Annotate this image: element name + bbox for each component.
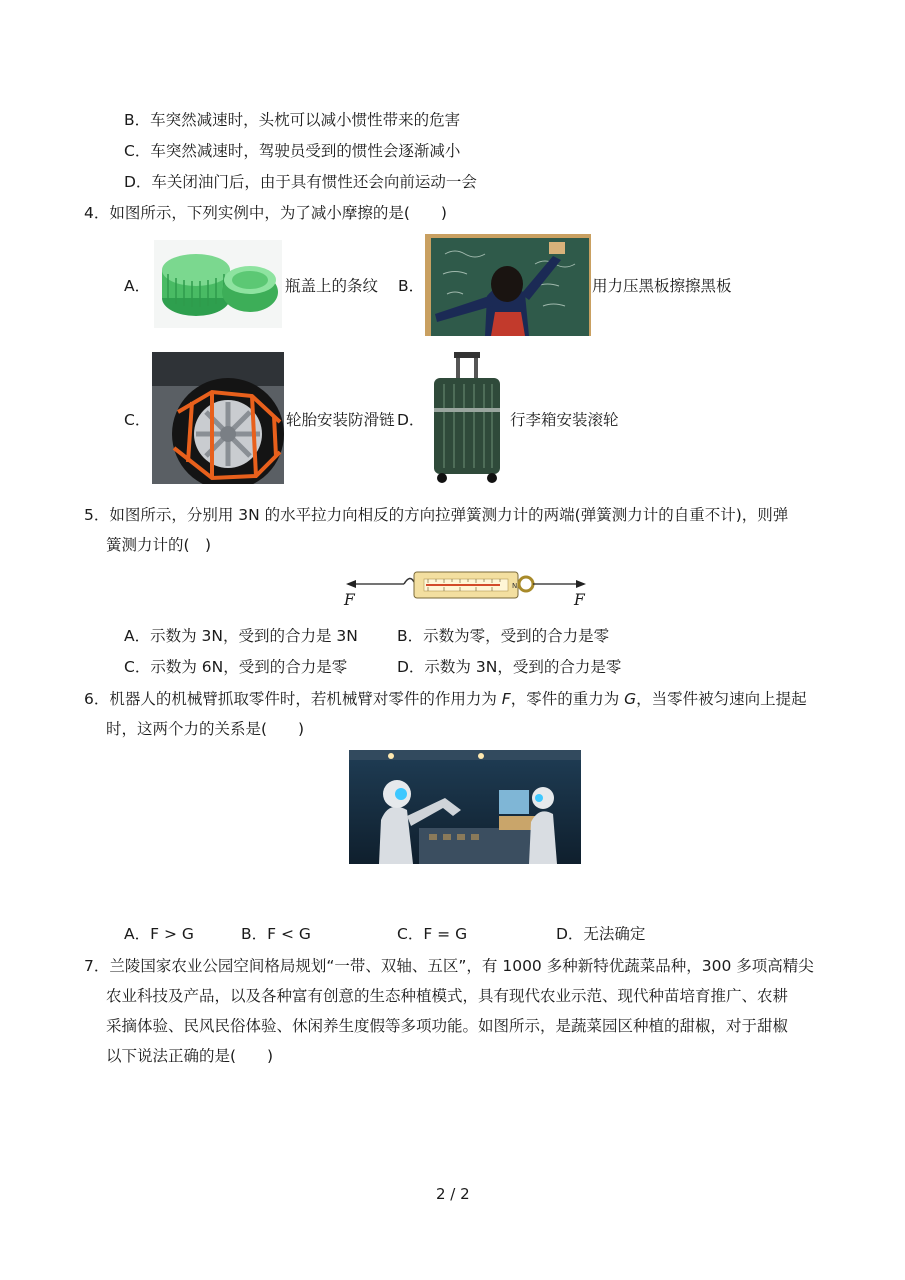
var-f: F [501, 690, 511, 708]
q3-option-d: D．车关闭油门后，由于具有惯性还会向前运动一会 [124, 173, 477, 191]
q4-option-c-text: 轮胎安装防滑链 [286, 411, 395, 429]
scale-unit-label: N [512, 582, 518, 590]
q4-option-b-text: 用力压黑板擦擦黑板 [592, 277, 732, 295]
chalkboard-eraser-image [425, 234, 591, 336]
q4-option-a-text: 瓶盖上的条纹 [285, 277, 379, 295]
suitcase-image [426, 352, 508, 484]
q4-option-d-text: 行李箱安装滚轮 [510, 411, 619, 429]
q5-option-b: B．示数为零，受到的合力是零 [397, 627, 610, 645]
page-number: 2 / 2 [436, 1185, 470, 1203]
q6-option-c: C．F = G [397, 925, 468, 943]
q6-option-a: A．F > G [124, 925, 194, 943]
q3-option-c: C．车突然减速时，驾驶员受到的惯性会逐渐减小 [124, 142, 461, 160]
q4-option-c-letter: C． [124, 411, 151, 429]
q6-option-d: D．无法确定 [556, 925, 646, 943]
q4-option-b-letter: B． [398, 277, 425, 295]
q5-option-c: C．示数为 6N，受到的合力是零 [124, 658, 348, 676]
tire-snow-chain-image [152, 352, 284, 484]
q7-line2: 农业科技及产品，以及各种富有创意的生态种植模式，具有现代农业示范、现代种苗培育推广、农耕 [106, 987, 789, 1005]
q5-stem-line1: 5．如图所示，分别用 3N 的水平拉力向相反的方向拉弹簧测力计的两端(弹簧测力计的自重不计)，则弹 [84, 506, 789, 524]
robot-arm-factory-image [349, 750, 581, 864]
force-left-label: F [344, 591, 355, 609]
q4-option-d-letter: D． [397, 411, 425, 429]
q5-option-d: D．示数为 3N，受到的合力是零 [397, 658, 622, 676]
q7-line4: 以下说法正确的是( ) [106, 1047, 274, 1065]
var-g: G [624, 690, 637, 708]
q5-stem-line2: 簧测力计的( ) [106, 536, 212, 554]
q5-option-a: A．示数为 3N，受到的合力是 3N [124, 627, 358, 645]
bottle-cap-image [154, 240, 282, 328]
q4-option-a-letter: A． [124, 277, 151, 295]
force-right-label: F [574, 591, 585, 609]
q7-line1: 7．兰陵国家农业公园空间格局规划“一带、双轴、五区”，有 1000 多种新特优蔬菜品种，300 多项高精尖 [84, 957, 814, 975]
q6-line1-mid: ，零件的重力为 [510, 690, 625, 708]
q6-stem-line1 [84, 689, 807, 709]
q3-option-b: B．车突然减速时，头枕可以减小惯性带来的危害 [124, 111, 461, 129]
q6-line1-post: ，当零件被匀速向上提起 [636, 690, 807, 708]
q6-line1-pre: 6．机器人的机械臂抓取零件时，若机械臂对零件的作用力为 [84, 690, 502, 708]
q6-option-b: B．F < G [241, 925, 311, 943]
q6-stem-line2: 时，这两个力的关系是( ) [106, 720, 305, 738]
q7-line3: 采摘体验、民风民俗体验、休闲养生度假等多项功能。如图所示，是蔬菜园区种植的甜椒，对于甜椒 [106, 1017, 789, 1035]
spring-scale-diagram [340, 566, 592, 610]
q4-stem: 4．如图所示，下列实例中，为了减小摩擦的是( ) [84, 204, 447, 222]
